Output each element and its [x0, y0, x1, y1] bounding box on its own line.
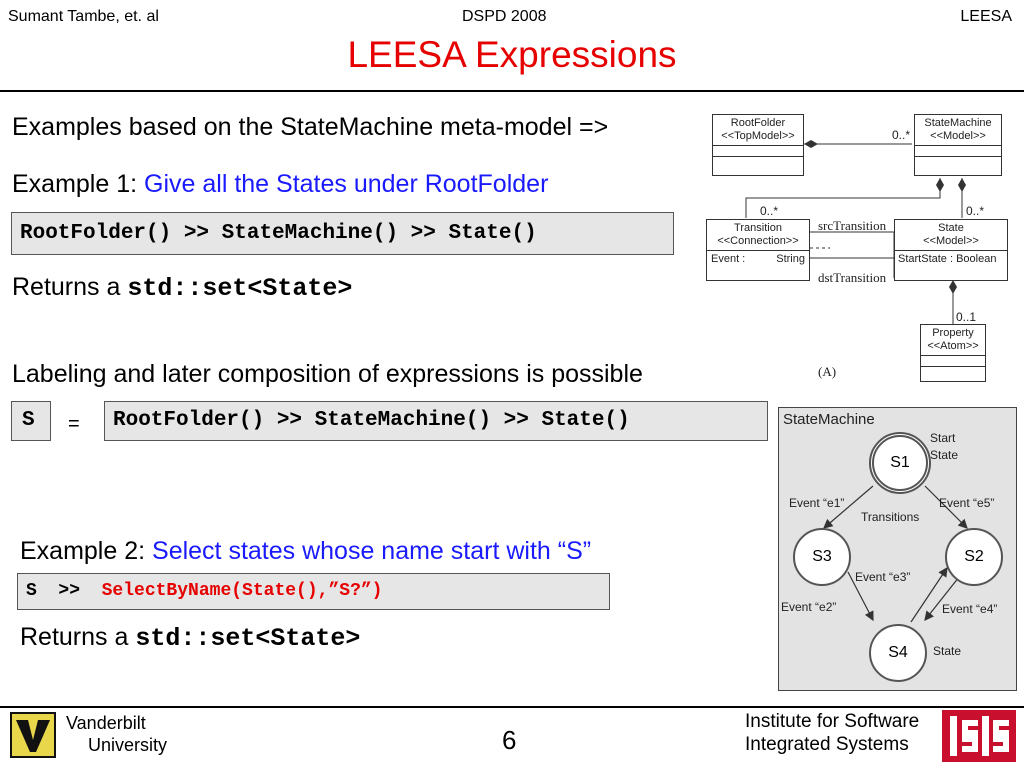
- state-s2: S2: [945, 528, 1003, 586]
- state-s1: S1: [869, 432, 931, 494]
- state-name: State: [938, 222, 964, 234]
- vanderbilt-v-icon: [12, 714, 54, 756]
- event-e2-label: Event “e2”: [781, 600, 837, 614]
- equals-sign: =: [68, 413, 80, 435]
- code-box-3: [17, 573, 610, 610]
- page-number: 6: [502, 725, 517, 755]
- state-stereo: <<Model>>: [923, 235, 979, 247]
- returns1-type: std::set<State>: [127, 274, 353, 303]
- example2-desc: Select states whose name start with “S”: [152, 537, 592, 565]
- example2-line: [20, 537, 591, 566]
- mult-state: 0..*: [966, 204, 985, 218]
- event-e5-label: Event “e5”: [939, 496, 995, 510]
- returns1-prefix: Returns a: [12, 273, 128, 301]
- university-line-1: Vanderbilt: [66, 713, 146, 733]
- title-rule: [0, 90, 1024, 92]
- code-box-2: [104, 401, 768, 441]
- example1-line: [12, 170, 548, 199]
- example2-label: Example 2:: [20, 537, 153, 565]
- statemachine-diagram: [778, 407, 1017, 691]
- code2-var: S: [22, 409, 35, 432]
- isis-logo: [942, 710, 1016, 762]
- transition-attr-type: String: [776, 253, 805, 265]
- dst-transition-label: dstTransition: [818, 270, 887, 285]
- mult-rootfolder-statemachine: 0..*: [892, 128, 911, 142]
- rootfolder-name: RootFolder: [730, 117, 786, 129]
- statemachine-stereo: <<Model>>: [930, 130, 986, 142]
- mult-transition: 0..*: [760, 204, 779, 218]
- code3-prefix: S >>: [26, 581, 102, 601]
- example1-label: Example 1:: [12, 170, 145, 198]
- transitions-label: Transitions: [861, 510, 920, 524]
- src-transition-label: srcTransition: [818, 218, 887, 233]
- header-author: Sumant Tambe, et. al: [8, 8, 159, 25]
- state-s3: S3: [793, 528, 851, 586]
- state-s4: S4: [869, 624, 927, 682]
- statemachine-name: StateMachine: [924, 117, 992, 129]
- transition-stereo: <<Connection>>: [717, 235, 799, 247]
- rootfolder-stereo: <<TopModel>>: [721, 130, 795, 142]
- uml-caption: (A): [818, 364, 837, 379]
- slide-title: LEESA Expressions: [347, 34, 677, 75]
- intro-text: Examples based on the StateMachine meta-model =>: [12, 113, 609, 141]
- code3-call: SelectByName(State(),”S?”): [101, 581, 383, 601]
- uml-class-statemachine: [914, 114, 1002, 176]
- code1-text: RootFolder() >> StateMachine() >> State(): [20, 222, 537, 245]
- returns2-type: std::set<State>: [135, 624, 361, 653]
- sm-diagram-title: StateMachine: [783, 411, 875, 428]
- start-state-label: Start State: [930, 431, 959, 462]
- event-e3-label: Event “e3”: [855, 570, 911, 584]
- isis-logo-mark: [942, 710, 1016, 762]
- transition-attr-name: Event :: [711, 253, 746, 265]
- university-line-2: University: [88, 735, 168, 755]
- uml-class-property: [920, 324, 986, 382]
- institute-name: [745, 710, 919, 756]
- header-topic: LEESA: [960, 8, 1012, 25]
- code-box-1: [11, 212, 674, 255]
- code-var-box: [11, 401, 51, 441]
- event-e4-label: Event “e4”: [942, 602, 998, 616]
- code2-expr: RootFolder() >> StateMachine() >> State(): [113, 409, 630, 432]
- property-stereo: <<Atom>>: [927, 340, 979, 352]
- institute-line-1: Institute for Software: [745, 711, 920, 732]
- state-label: State: [933, 644, 962, 658]
- transition-name: Transition: [734, 222, 782, 234]
- uml-class-state: [894, 219, 1008, 281]
- university-name: [66, 712, 167, 756]
- institute-line-2: Integrated Systems: [745, 734, 909, 755]
- uml-class-rootfolder: [712, 114, 804, 176]
- returns2-line: [20, 623, 360, 653]
- uml-class-transition: [706, 219, 810, 281]
- example1-desc: Give all the States under RootFolder: [144, 170, 549, 198]
- returns2-prefix: Returns a: [20, 623, 136, 651]
- returns1-line: [12, 273, 352, 303]
- footer-rule: [0, 706, 1024, 708]
- header-conference: DSPD 2008: [462, 8, 547, 25]
- state-attr: StartState : Boolean: [898, 253, 997, 265]
- mult-property: 0..1: [956, 310, 977, 324]
- vanderbilt-logo: [10, 712, 56, 758]
- uml-metamodel-diagram: [700, 108, 1018, 388]
- property-name: Property: [932, 327, 974, 339]
- labeling-text: Labeling and later composition of expressions is possible: [12, 360, 643, 388]
- event-e1-label: Event “e1”: [789, 496, 845, 510]
